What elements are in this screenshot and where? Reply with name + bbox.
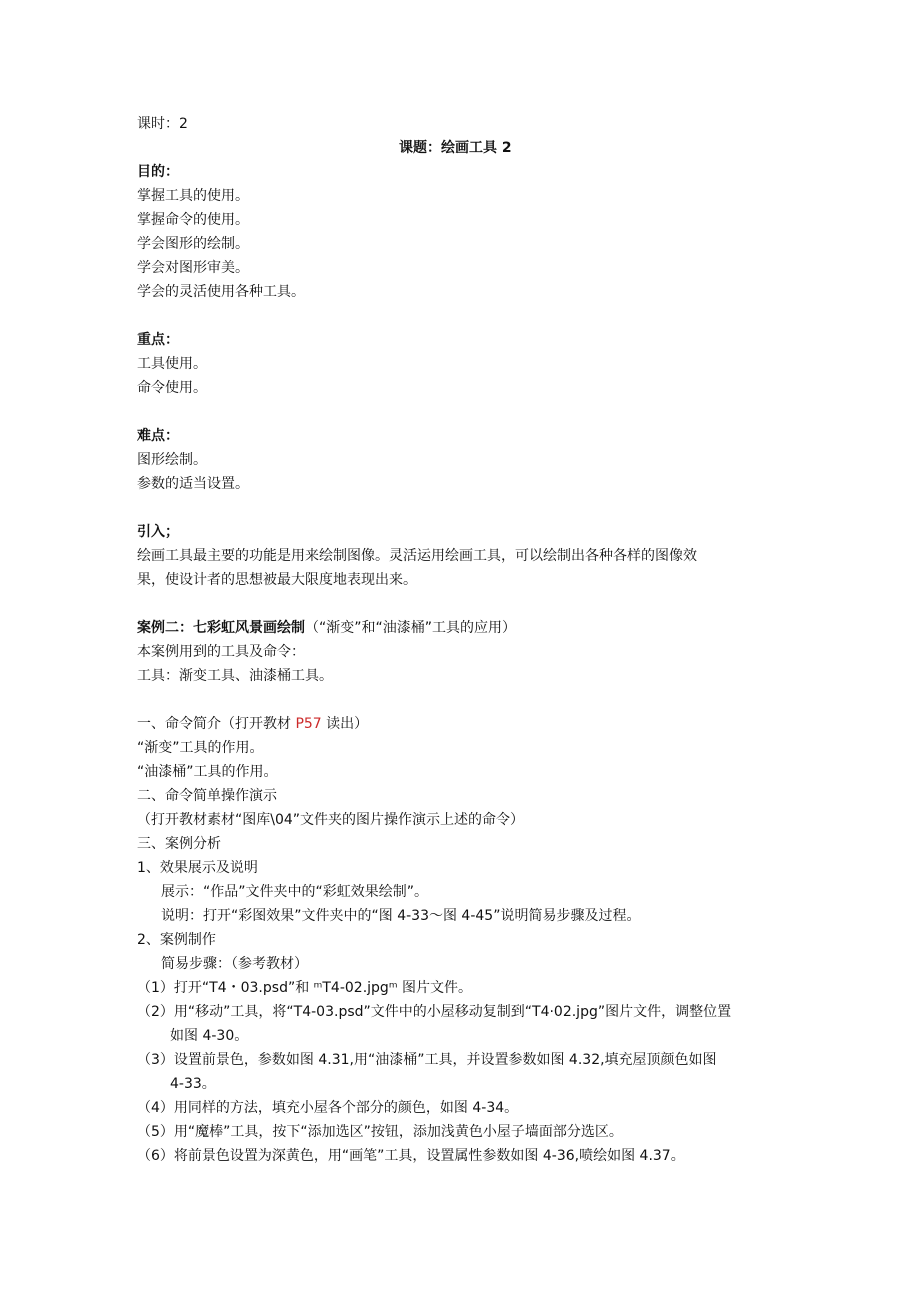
effect-show: 展示：“作品”文件夹中的“彩虹效果绘制”。	[161, 884, 429, 900]
intro-heading: 引入；	[137, 524, 179, 540]
tools-line: 工具：渐变工具、油漆桶工具。	[137, 668, 333, 684]
command-intro	[137, 712, 797, 736]
intro-text: 果，使设计者的思想被最大限度地表现出来。	[137, 572, 417, 588]
document-content	[137, 112, 797, 1168]
tools-intro: 本案例用到的工具及命令：	[137, 644, 305, 660]
spacer	[137, 688, 797, 712]
purpose-item: 学会图形的绘制。	[137, 236, 249, 252]
key-point-item: 命令使用。	[137, 380, 207, 396]
purpose-item: 学会的灵活使用各种工具。	[137, 284, 305, 300]
step-item: （4）用同样的方法，填充小屋各个部分的颜色，如图 4-34。	[137, 1100, 519, 1116]
step-item-continuation: 4-33。	[170, 1076, 216, 1092]
spacer	[137, 304, 797, 328]
case-title	[137, 616, 797, 640]
command-intro-suffix: 读出）	[321, 716, 369, 732]
demo-heading: 二、命令简单操作演示	[137, 788, 277, 804]
key-point-item: 工具使用。	[137, 356, 207, 372]
difficulty-item: 参数的适当设置。	[137, 476, 249, 492]
step-item: （5）用“魔棒”工具，按下“添加选区”按钮，添加浅黄色小屋子墙面部分选区。	[137, 1124, 623, 1140]
key-points-heading: 重点：	[137, 332, 179, 348]
case-title-sub: （“渐变”和“油漆桶”工具的应用）	[305, 620, 517, 636]
spacer	[137, 496, 797, 520]
difficulty-heading: 难点：	[137, 428, 179, 444]
demo-text: （打开教材素材“图库\04”文件夹的图片操作演示上述的命令）	[137, 812, 525, 828]
step-item-continuation: 如图 4-30。	[170, 1028, 249, 1044]
make-heading: 2、案例制作	[137, 932, 216, 948]
command-intro-prefix: 一、命令简介（打开教材	[137, 716, 296, 732]
step-item: （2）用“移动”工具，将“T4-03.psd”文件中的小屋移动复制到“T4·02.jpg”图片文件，调整位置	[137, 1004, 732, 1020]
purpose-item: 掌握命令的使用。	[137, 212, 249, 228]
step-item: （3）设置前景色，参数如图 4.31,用“油漆桶”工具，并设置参数如图 4.32,填充屋顶颜色如图	[137, 1052, 717, 1068]
purpose-heading: 目的：	[137, 164, 179, 180]
step-item: （1）打开“T4・03.psd”和 ᵐT4-02.jpgᵐ 图片文件。	[137, 980, 472, 996]
purpose-item: 掌握工具的使用。	[137, 188, 249, 204]
class-hours: 课时：2	[137, 116, 188, 132]
spacer	[137, 592, 797, 616]
analysis-heading: 三、案例分析	[137, 836, 221, 852]
steps-intro: 简易步骤：（参考教材）	[161, 956, 308, 972]
gradient-tool-role: “渐变”工具的作用。	[137, 740, 264, 756]
lesson-title: 课题：绘画工具 2	[399, 140, 512, 156]
case-title-main: 案例二：七彩虹风景画绘制	[137, 620, 305, 636]
difficulty-item: 图形绘制。	[137, 452, 207, 468]
purpose-item: 学会对图形审美。	[137, 260, 249, 276]
spacer	[137, 400, 797, 424]
page-reference: P57	[295, 716, 322, 732]
intro-text: 绘画工具最主要的功能是用来绘制图像。灵活运用绘画工具，可以绘制出各种各样的图像效	[137, 548, 697, 564]
bucket-tool-role: “油漆桶”工具的作用。	[137, 764, 278, 780]
effect-heading: 1、效果展示及说明	[137, 860, 258, 876]
effect-explain: 说明：打开“彩图效果”文件夹中的“图 4-33～图 4-45”说明简易步骤及过程。	[161, 908, 641, 924]
step-item: （6）将前景色设置为深黄色，用“画笔”工具，设置属性参数如图 4-36,喷绘如图 4.37。	[137, 1148, 685, 1164]
